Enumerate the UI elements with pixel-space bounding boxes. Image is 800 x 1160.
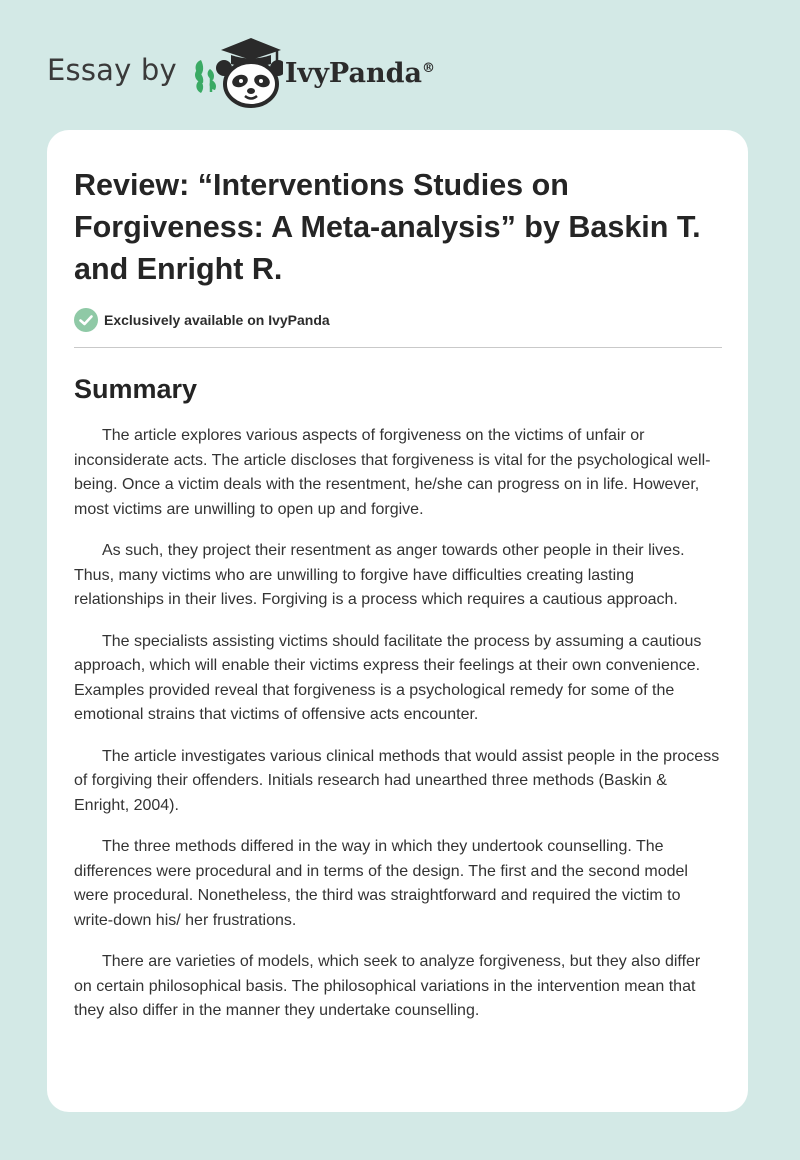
paragraph: The article explores various aspects of forgiveness on the victims of unfair or inconsiderate acts. The article discloses that forgiveness is vital for the psychological well-being. Once a victim deals with the resentment, he/she can progress on in life. However, most victims are unwilling to open up and forgive.: [74, 427, 711, 518]
divider: [74, 347, 722, 348]
registered-mark: ®: [421, 60, 435, 76]
leaf-icon: [195, 60, 216, 93]
check-circle-icon: [74, 308, 98, 332]
article-card: [47, 130, 748, 1112]
panda-graduation-cap-icon: [191, 36, 283, 108]
paragraph: The three methods differed in the way in which they undertook counselling. The differences were procedural and in terms of the design. The first and the second model were procedural. Nonetheless, the third was straightforward and required the victim to write-down his/ her frustrations.: [74, 838, 688, 929]
exclusive-badge: [74, 308, 722, 332]
article-title: Review: “Interventions Studies on Forgiveness: A Meta-analysis” by Baskin T. and Enright R.: [74, 168, 701, 286]
paragraph: There are varieties of models, which seek to analyze forgiveness, but they also differ on certain philosophical basis. The philosophical variations in the intervention mean that they also differ in the manner they undertake counselling.: [74, 953, 701, 1019]
article-body: [74, 424, 722, 1024]
section-heading: Summary: [74, 374, 198, 404]
paragraph: The article investigates various clinical methods that would assist people in the process of forgiving their offenders. Initials research had unearthed three methods (Baskin & Enright, 2004).: [74, 747, 720, 814]
brand-header: [47, 36, 435, 108]
brand-prefix: Essay by: [47, 53, 177, 87]
paragraph: The specialists assisting victims should facilitate the process by assuming a cautious approach, which will enable their victims express their feelings at their own convenience. Examples provided reveal that forgiveness is a psychological remedy for some of the emotional strains that victims of offensive acts encounter.: [74, 632, 702, 723]
paragraph: As such, they project their resentment as anger towards other people in their lives. Thus, many victims who are unwilling to forgive have difficulties creating lasting relationships in their lives. Forgiving is a process which requires a cautious approach.: [74, 542, 685, 608]
brand-name: IvyPanda®: [284, 57, 435, 89]
badge-text: Exclusively available on IvyPanda: [104, 312, 330, 328]
